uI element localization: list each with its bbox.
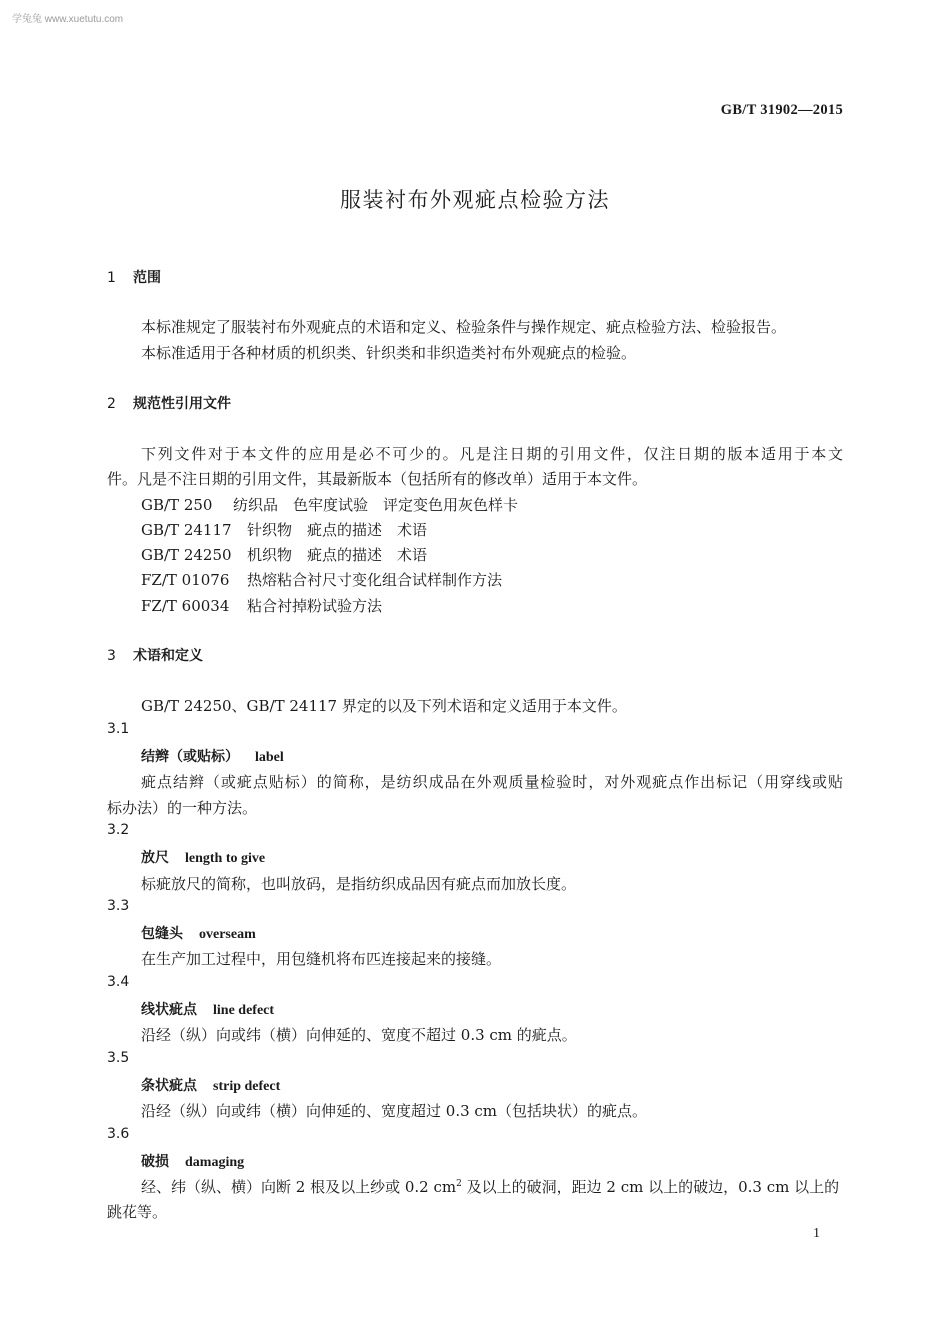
- term-definition: 沿经（纵）向或纬（横）向伸延的、宽度不超过 0.3 cm 的疵点。: [141, 1026, 577, 1044]
- reference-title: 热熔粘合衬尺寸变化组合试样制作方法: [247, 571, 503, 589]
- term-zh: 条状疵点: [141, 1078, 197, 1094]
- definition-text: 经、纬（纵、横）向断 2 根及以上纱或 0.2 cm: [141, 1178, 457, 1196]
- reference-code: GB/T 250: [141, 496, 213, 514]
- paragraph: 本标准规定了服装衬布外观疵点的术语和定义、检验条件与操作规定、疵点检验方法、检验报告。: [141, 318, 787, 336]
- term-en: overseam: [199, 927, 256, 942]
- term-number: 3.5: [107, 1050, 130, 1066]
- term-zh: 放尺: [141, 850, 169, 866]
- paragraph: 本标准适用于各种材质的机织类、针织类和非织造类衬布外观疵点的检验。: [141, 344, 637, 362]
- paragraph: 下列文件对于本文件的应用是必不可少的。凡是注日期的引用文件，仅注日期的版本适用于本文: [141, 445, 843, 463]
- term-number: 3.6: [107, 1126, 130, 1142]
- term-definition: 标办法）的一种方法。: [107, 799, 258, 817]
- section-title: 范围: [133, 270, 161, 286]
- standard-number: GB/T 31902—2015: [720, 102, 843, 118]
- term-zh: 线状疵点: [141, 1002, 197, 1018]
- section-number: 1: [107, 270, 116, 286]
- term-heading: [141, 1075, 280, 1095]
- reference-code: GB/T 24117: [141, 521, 232, 539]
- paragraph: GB/T 24250、GB/T 24117 界定的以及下列术语和定义适用于本文件。: [141, 697, 627, 715]
- section-number: 2: [107, 396, 116, 412]
- term-heading: [141, 999, 274, 1019]
- page-number: 1: [813, 1226, 820, 1241]
- reference-title: 机织物 疵点的描述 术语: [247, 546, 428, 564]
- term-zh: 破损: [141, 1154, 169, 1170]
- term-number: 3.3: [107, 898, 130, 914]
- document-title: 服装衬布外观疵点检验方法: [340, 188, 610, 212]
- paragraph: 件。凡是不注日期的引用文件，其最新版本（包括所有的修改单）适用于本文件。: [107, 470, 648, 488]
- term-definition: 标疵放尺的简称，也叫放码，是指纺织成品因有疵点而加放长度。: [141, 875, 577, 893]
- term-en: label: [255, 750, 284, 765]
- reference-title: 针织物 疵点的描述 术语: [247, 521, 428, 539]
- reference-item: [141, 595, 382, 616]
- term-number: 3.1: [107, 721, 130, 737]
- section-number: 3: [107, 648, 116, 664]
- term-number: 3.2: [107, 822, 130, 838]
- reference-item: [141, 569, 502, 590]
- section-2-heading: [107, 393, 231, 413]
- reference-item: [141, 544, 427, 565]
- reference-title: 粘合衬掉粉试验方法: [247, 597, 383, 615]
- term-en: line defect: [213, 1003, 275, 1018]
- superscript: 2: [456, 1179, 462, 1189]
- term-number: 3.4: [107, 974, 130, 990]
- term-heading: [141, 847, 265, 867]
- term-definition: 在生产加工过程中，用包缝机将布匹连接起来的接缝。: [141, 950, 502, 968]
- section-title: 术语和定义: [133, 648, 203, 664]
- term-zh: 包缝头: [141, 926, 183, 942]
- reference-item: [141, 494, 518, 515]
- term-definition: 疵点结辫（或疵点贴标）的简称，是纺织成品在外观质量检验时，对外观疵点作出标记（用穿线或贴: [141, 773, 843, 791]
- term-definition: [141, 1176, 839, 1197]
- section-title: 规范性引用文件: [133, 396, 231, 412]
- section-3-heading: [107, 645, 203, 665]
- term-heading: [141, 746, 284, 766]
- term-definition: 跳花等。: [107, 1203, 168, 1221]
- term-zh: 结辫（或贴标）: [141, 749, 239, 765]
- reference-title: 纺织品 色牢度试验 评定变色用灰色样卡: [233, 496, 519, 514]
- reference-code: FZ/T 60034: [141, 597, 230, 615]
- term-en: damaging: [185, 1155, 245, 1170]
- term-definition: 沿经（纵）向或纬（横）向伸延的、宽度超过 0.3 cm（包括块状）的疵点。: [141, 1102, 648, 1120]
- term-en: strip defect: [213, 1079, 281, 1094]
- reference-code: FZ/T 01076: [141, 571, 230, 589]
- definition-text: 及以上的破洞，距边 2 cm 以上的破边，0.3 cm 以上的: [461, 1178, 840, 1196]
- reference-code: GB/T 24250: [141, 546, 232, 564]
- reference-item: [141, 519, 427, 540]
- section-1-heading: [107, 267, 161, 287]
- term-heading: [141, 923, 256, 943]
- term-heading: [141, 1151, 244, 1171]
- term-en: length to give: [185, 851, 266, 866]
- watermark: 学兔兔 www.xuetutu.com: [12, 14, 124, 25]
